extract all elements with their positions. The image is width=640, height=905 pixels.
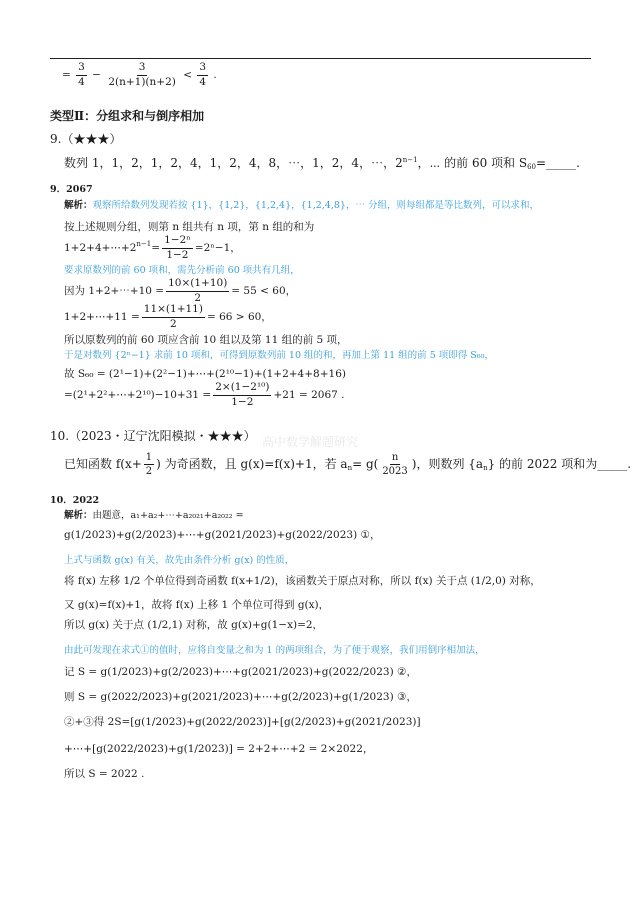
- carryover-equation: = $\frac{3}{4}$ − $\frac{3}{2(n+1)(n+2)}$ < $\frac{3}{4}$ .: [62, 61, 217, 88]
- question-10-label: 10.（2023・辽宁沈阳模拟・★★★）: [50, 429, 256, 443]
- analysis-10-line-12: 所以 S = 2022 .: [64, 768, 145, 780]
- answer-10: 10．2022: [50, 495, 100, 506]
- analysis-9-note-3: 于是对数列 {2ⁿ−1} 求前 10 项和，可得到原数列前 10 组的和，再加上第 11 组的前 5 项即得 S₆₀，: [64, 350, 494, 361]
- analysis-9-line-10: =(2¹+2²+⋯+2¹⁰)−10+31 = $\frac{\text{2×(1−2¹⁰)}}{1-2}$ +21 = 2067 .: [64, 381, 345, 408]
- analysis-9-line-5: 因为 1+2+⋯+10 = $\frac{10\times(1+10)}{2}$ = 55 < 60，: [64, 277, 297, 304]
- analysis-9-note-1: 解析：观察所给数列发现若按 {1}，{1,2}，{1,2,4}，{1,2,4,8}，⋯ 分组，则每组都是等比数列，可以求和，: [64, 200, 539, 211]
- analysis-9-line-6: 1+2+⋯+11 = $\frac{11\times(1+11)}{2}$ = 66 > 60，: [64, 303, 272, 330]
- answer-9: 9．2067: [50, 184, 93, 195]
- analysis-10-line-5: 又 g(x)=f(x)+1，故将 f(x) 上移 1 个单位可得到 g(x)，: [64, 599, 330, 611]
- analysis-9-line-3: $1+2+4+\cdots+2^{n-1}=$ $\frac{\text{1−2ⁿ}}{1-2}$ =2ⁿ−1，: [64, 234, 241, 261]
- analysis-10-line-4: 将 f(x) 左移 1/2 个单位得到奇函数 f(x+1/2)，该函数关于原点对称，所以 f(x) 关于点 (1/2,0) 对称，: [64, 575, 541, 587]
- question-9-label: 9.（★★★）: [50, 132, 122, 146]
- analysis-9-line-7: 所以原数列的前 60 项应含前 10 组以及第 11 组的前 5 项，: [64, 334, 348, 346]
- analysis-10-line-11: +⋯+[g(2022/2023)+g(1/2023)] = 2+2+⋯+2 = 2×2022，: [64, 743, 374, 755]
- section-heading: 类型Ⅱ：分组求和与倒序相加: [50, 109, 205, 123]
- analysis-10-line-10: ②+③得 2S=[g(1/2023)+g(2022/2023)]+[g(2/2023)+g(2021/2023)]: [64, 716, 421, 728]
- watermark: 高中数学解题研究: [262, 435, 359, 449]
- question-10-statement: 已知函数 f(x+ $\frac{1}{2}$ ) 为奇函数，且 g(x)=f(x)+1，若 $a_n= g$( $\frac{n}{2023}$ )，则数列 $\{a_n\}$ 的前 2022 项和为_____.: [64, 452, 632, 477]
- analysis-9-line-2: 按上述规则分组，则第 n 组共有 n 项，第 n 组的和为: [64, 221, 315, 233]
- question-9-statement: 数列 1，1，2，1，2，4，1，2，4，8，⋯，1，2，4，⋯，$2^{n-1}$，⋯ 的前 60 项和 $S_{60}=\_\_\_\_\_$.: [64, 156, 580, 171]
- analysis-10-note-2: 由此可发现在求式①的值时，应将自变量之和为 1 的两项组合，为了便于观察，我们用倒序相加法，: [64, 645, 485, 656]
- analysis-10-note-1: 上式与函数 g(x) 有关，故先由条件分析 g(x) 的性质，: [64, 555, 295, 566]
- analysis-10-line-8: 记 S = g(1/2023)+g(2/2023)+⋯+g(2021/2023)+g(2022/2023) ②，: [64, 666, 417, 678]
- analysis-10-line-1: 解析：由题意，a₁+a₂+⋯+a₂₀₂₁+a₂₀₂₂ =: [64, 510, 244, 521]
- analysis-10-line-9: 则 S = g(2022/2023)+g(2021/2023)+⋯+g(2/2023)+g(1/2023) ③，: [64, 691, 417, 703]
- analysis-10-line-2: g(1/2023)+g(2/2023)+⋯+g(2021/2023)+g(2022/2023) ①，: [64, 529, 381, 541]
- analysis-9-line-9: 故 S₆₀ = (2¹−1)+(2²−1)+⋯+(2¹⁰−1)+(1+2+4+8+16): [64, 368, 346, 380]
- header-rule: [50, 58, 591, 59]
- analysis-9-note-2: 要求原数列的前 60 项和，需先分析前 60 项共有几组，: [64, 265, 300, 276]
- analysis-10-line-6: 所以 g(x) 关于点 (1/2,1) 对称，故 g(x)+g(1−x)=2，: [64, 619, 324, 631]
